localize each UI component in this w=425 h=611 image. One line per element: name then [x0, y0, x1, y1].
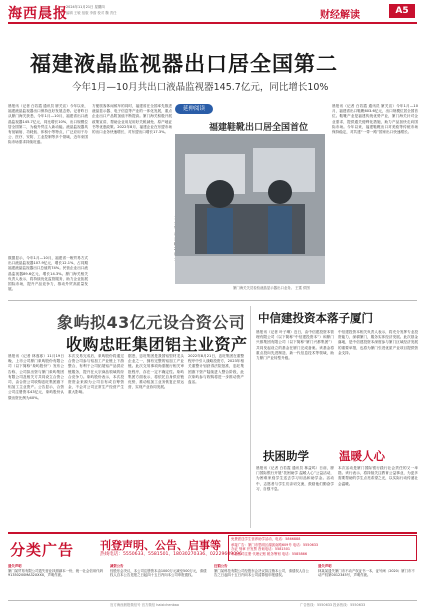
- story3-headline: 中信建投资本落子厦门: [258, 311, 373, 325]
- story4-column-2: 本次活动是厦门国际银行践行社会责任的又一举措。该行表示，将持续关注教育公益事业，为更多需要帮助的学生点亮希望之光，以实际行动传递社会温暖。: [338, 466, 418, 486]
- classified-box-2: [110, 564, 208, 598]
- classified-box-4: [318, 564, 417, 598]
- lead-subheadline: 今年1月—10月共出口液晶监视器145.7亿元，同比增长10%: [72, 82, 329, 93]
- story2-column-4: 2022年8月21日，忠旺集团在重整程序中引入战略投资方，2023年相关重整计划获得法院批准，忠旺集团旗下资产陆续进入整合阶段，此次象屿参与收购将进一步推动资产盘活。: [188, 354, 244, 385]
- story4-headline-b: 温暖人心: [339, 449, 385, 463]
- photo-caption: 厦门海关关员检验液晶显示器出口业务。 王霆 供图: [233, 286, 310, 290]
- photo-badge-label: 延伸阅读: [182, 106, 205, 112]
- column-divider: [250, 306, 251, 528]
- classified-box-2-title: 减资公告: [110, 564, 124, 568]
- photo-side-headline: 福建鞋靴出口居全国首位: [209, 123, 309, 133]
- classified-box-3: [214, 564, 312, 598]
- classified-box-1: [8, 564, 106, 598]
- page-number-badge: [389, 4, 415, 18]
- lead-column-3: 方便旅客休闲候车的同时，福建省在全国率先推进液晶显示器、电子信息等产业的一体化发展，重点企业出口产品附加值不断提高。厦门海关积极开展政策宣讲，帮助企业用足用好关税减免、原产地证书等优惠政策。2022年8月，福建企业在东盟市场的出口业务快速增长，对东盟出口增长17.3%。: [92, 104, 172, 135]
- footer-rule: [8, 600, 417, 601]
- story2-column-1: 晨报讯（记者 林逸寒）11月19日晚，上市公司厦门象屿股份有限公司（以下简称“象屿股份”）发布公告称，公司拟出资与厦门象屿集团有限公司及相关方共同设立合资公司，由合资公司收购忠旺集团旗下铝加工主业资产。公告显示，合资公司注册资本43亿元，象屿股份认缴出资比例为40%。: [8, 354, 64, 400]
- masthead-rule: [8, 22, 417, 24]
- footer-left: 官方海西晨报微信号 官方微信 haixichenbao: [110, 603, 179, 607]
- classifieds-section: [8, 532, 417, 598]
- classified-box-4-text: 林某某遗失厦门市不动产权证书一本，证号闽（2020）厦门市不动产权第0012345号，声明作废。: [318, 568, 415, 578]
- classifieds-banner: 刊登声明、公告、启事等: [100, 539, 221, 552]
- lead-column-right: 晨报讯（记者 白若霞 通讯员 厦关宣）今年1月—10月，福建省出口鞋靴603.6亿元，出口规模位居全国首位。鞋靴产业是福建传统优势产业，厦门海关针对企业需求，提供通关便利化措施，助力产品加快走向国际市场。今年以来，福建鞋靴出口对美欧等传统市场保持稳定，对共建“一带一路”国家出口快速增长。: [332, 104, 418, 135]
- footer-right: 广告热线：5550633 投诉热线：5550633: [300, 603, 366, 607]
- classifieds-phone: 热线电话：5550633、5581501、18030270336、02229609096: [100, 552, 242, 557]
- classifieds-right-ads: [228, 535, 417, 561]
- lead-photo: [175, 134, 325, 284]
- lead-photo-image: [175, 134, 325, 284]
- photo-badge: [175, 104, 213, 114]
- classified-box-3-title: 注销公告: [214, 564, 228, 568]
- masthead-date: 2024年11月21日 星期四: [66, 5, 105, 9]
- lead-headline: 福建液晶监视器出口居全国第二: [30, 51, 338, 76]
- lead-column-1: 晨报讯（记者 白若霞 通讯员 厦关宣）今年以来，福建液晶监视器出口保持良好发展态势。记者昨日从厦门海关获悉，今年1月—10月，福建省出口液晶监视器145.7亿元，同比增长10%，出口规模位居全国第二，为稳外贸注入新动能。液晶监视器具有低辐射、功耗低、体积小等特点，广泛应用于办公、医疗、安防、工业控制等多个领域，近年来国际市场需求持续旺盛。: [8, 104, 88, 145]
- story2-headline-1: 象屿拟43亿元设合资公司: [57, 313, 246, 332]
- right-ad-3: 办证 刻章 开发票 咨询电话：5581501: [231, 547, 291, 552]
- right-ad-1: 免费派送学生营养助学活动，电话：5866888: [231, 537, 301, 541]
- masthead-editors: 编辑 王敏 组版 李蔚 校对 魏 责任: [66, 11, 117, 15]
- story3-column-1: 晨报讯（记者 叶子琳）近日，由中信建投资本管理有限公司（以下简称“中信建投资本”）和厦门兴都集团有限公司（以下简称“厦门兴都集团”）共同发起设立的基金在厦门完成备案。该基金将重点投向先进制造、新一代信息技术等领域，助力厦门产业转型升级。: [256, 330, 334, 361]
- classified-box-2-text: 经股东会决议，本公司注册资本由1000万元减至500万元，请债权人自本公告见报之日起四十五日内向本公司申报债权。: [110, 568, 207, 578]
- classified-box-1-text: 厦门某贸易有限公司遗失营业执照副本一份，统一社会信用代码91350200MA32XXXX，声明作废。: [8, 568, 103, 578]
- classified-box-1-title: 遗失声明: [8, 564, 22, 568]
- masthead-logo: 海西晨报: [8, 6, 68, 22]
- right-ad-4: 专业公司注册 代理记账 税务筹划 电话：5585866: [231, 551, 307, 556]
- right-ad-2: 承接广告：厦门市思明区湖滨南路609号 电话：5550633: [231, 542, 319, 547]
- classified-box-3-text: 厦门某科技有限公司经股东会决议拟注销本公司，请债权人自公告之日起四十五日内向本公司清算组申报债权。: [214, 568, 309, 578]
- section-divider-1: [8, 300, 417, 301]
- story4-headline-a: 扶困助学: [263, 449, 309, 463]
- lead-column-2: 数据显示，今年1月—10月，福建省一般贸易方式出口液晶监视器107.9亿元，增长12.1%，占同期福建液晶监视器出口总值的74%。民营企业出口液晶监视器89.6亿元，增长14.3%。厦门海关相关负责人表示，将持续优化监管服务，助力企业拓展国际市场，提升产品竞争力，推动外贸高质量发展。: [8, 256, 88, 292]
- masthead: [0, 0, 425, 24]
- story4-column-1: 晨报讯（记者 白若霞 通讯员 林益鸣）日前，厦门国际银行开展“扶困助学 温暖人心”公益活动，为困难家庭学生送去学习用品和助学金。活动中，志愿者与学生们亲切交流，鼓励他们勤奋学习、自强不息。: [256, 466, 334, 491]
- story2-headline-2: 收购忠旺集团铝主业资产: [66, 335, 248, 354]
- story2-column-3: 据悉，忠旺集团是我国铝型材龙头企业之一，拥有完整的铝加工产业链。此次交易事项尚需履行相关审批程序，存在一定不确定性。象屿集团方面表示，将依托自身供应链优势，推动铝加工业务恢复正常运营，实现产业协同发展。: [128, 354, 184, 390]
- classifieds-title: 分类广告: [10, 541, 75, 559]
- page-number: A5: [395, 6, 409, 16]
- section-tag: 财经解读: [320, 10, 360, 21]
- classified-box-4-title: 遗失声明: [318, 564, 332, 568]
- story2-column-2: 本次交易完成后，象屿股份将通过合资公司参与铝加工产业链上下游整合，有利于公司拓展铝产品供应链服务，提升在大宗商品领域的综合竞争力。象屿股份表示，本次投资资金来源为公司自有或自筹资金，不会对公司正常生产经营产生重大影响。: [68, 354, 124, 395]
- story3-column-2: 中信建投资本相关负责人表示，将充分发挥专业投资能力，深耕厦门，服务实体经济发展。此次基金落地，是中信建投资本深度参与厦门区域经济发展的重要举措，也将为厦门引进优质产业项目提供资金支持。: [338, 330, 418, 355]
- lead-photo-block: [175, 104, 325, 296]
- classifieds-rule: [8, 532, 417, 534]
